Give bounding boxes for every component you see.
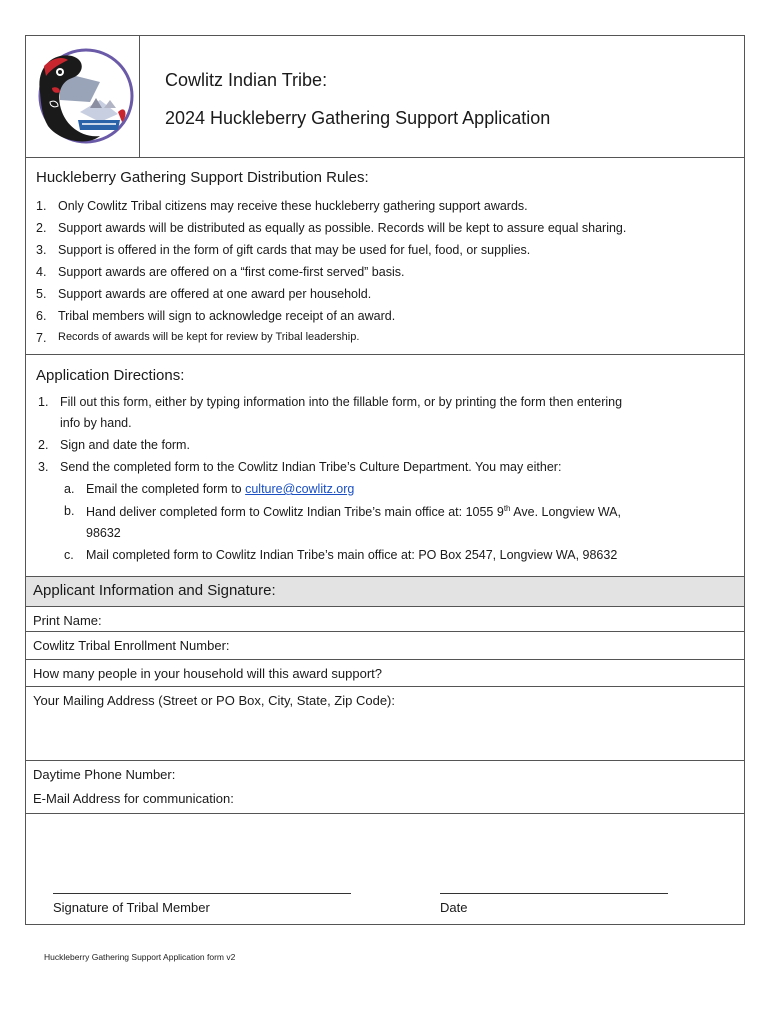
- rule-text: Support awards are offered at one award per household.: [58, 287, 372, 301]
- applicant-section-header: [26, 576, 744, 607]
- form-title-line1: Cowlitz Indian Tribe:: [165, 70, 328, 90]
- signature-area: [26, 814, 744, 924]
- rule-text: Support awards will be distributed as equally as possible. Records will be kept to assure equal sharing.: [58, 221, 627, 235]
- enrollment-number-field[interactable]: [26, 632, 744, 660]
- subitem-text-continued: 98632: [86, 526, 121, 540]
- rule-number: 5.: [36, 287, 47, 301]
- form-title-line2: 2024 Huckleberry Gathering Support Application: [165, 108, 551, 128]
- directions-heading: Application Directions:: [36, 367, 185, 384]
- hand-deliver-instruction: Hand deliver completed form to Cowlitz Indian Tribe’s main office at: 1055 9: [86, 505, 504, 520]
- rule-number: 7.: [36, 331, 47, 345]
- tribe-seal-logo: [30, 42, 134, 150]
- mailing-address-label: Your Mailing Address (Street or PO Box, City, State, Zip Code):: [33, 693, 395, 708]
- rule-text: Records of awards will be kept for review by Tribal leadership.: [58, 331, 360, 343]
- rule-text: Support awards are offered on a “first come-first served” basis.: [58, 265, 405, 279]
- subitem-letter: a.: [64, 482, 75, 496]
- rule-text: Support is offered in the form of gift cards that may be used for fuel, food, or supplies.: [58, 243, 531, 257]
- subitem-text: Mail completed form to Cowlitz Indian Tribe’s main office at: PO Box 2547, Longview WA, 98632: [86, 548, 618, 562]
- rule-number: 2.: [36, 221, 47, 235]
- form-header: [26, 36, 744, 158]
- rule-number: 4.: [36, 265, 47, 279]
- mailing-address-field[interactable]: [26, 687, 744, 761]
- household-size-field[interactable]: [26, 660, 744, 687]
- print-name-label: Print Name:: [33, 613, 102, 628]
- household-size-label: How many people in your household will this award support?: [33, 666, 383, 681]
- direction-number: 2.: [38, 438, 49, 452]
- logo-cell: [26, 36, 140, 157]
- direction-text-continued: info by hand.: [60, 416, 132, 430]
- date-line[interactable]: [440, 893, 668, 894]
- date-label: Date: [440, 900, 468, 915]
- direction-number: 1.: [38, 395, 49, 409]
- direction-text: Send the completed form to the Cowlitz Indian Tribe’s Culture Department. You may either:: [60, 460, 562, 474]
- print-name-field[interactable]: [26, 607, 744, 632]
- enrollment-number-label: Cowlitz Tribal Enrollment Number:: [33, 638, 230, 653]
- direction-text: Sign and date the form.: [60, 438, 190, 452]
- rule-text: Tribal members will sign to acknowledge receipt of an award.: [58, 309, 396, 323]
- rule-number: 3.: [36, 243, 47, 257]
- application-form: [25, 35, 745, 925]
- direction-number: 3.: [38, 460, 49, 474]
- email-address-label: E-Mail Address for communication:: [33, 791, 234, 806]
- hand-deliver-instruction-rest: Ave. Longview WA,: [510, 505, 621, 520]
- subitem-text: [86, 504, 621, 519]
- ordinal-suffix: th: [503, 504, 511, 513]
- rule-number: 6.: [36, 309, 47, 323]
- form-footer: Huckleberry Gathering Support Application form v2: [44, 952, 236, 962]
- culture-email-link[interactable]: culture@cowlitz.org: [245, 482, 355, 496]
- subitem-letter: c.: [64, 548, 74, 562]
- subitem-text: [86, 482, 354, 496]
- application-directions-section: [26, 355, 744, 575]
- phone-number-label: Daytime Phone Number:: [33, 767, 176, 782]
- signature-line[interactable]: [53, 893, 351, 894]
- rule-text: Only Cowlitz Tribal citizens may receive these huckleberry gathering support awards.: [58, 199, 528, 213]
- rules-heading: Huckleberry Gathering Support Distribution Rules:: [36, 169, 369, 186]
- rule-number: 1.: [36, 199, 47, 213]
- contact-info-block: [26, 761, 744, 814]
- signature-label: Signature of Tribal Member: [53, 900, 210, 915]
- distribution-rules-section: [26, 158, 744, 355]
- subitem-letter: b.: [64, 504, 75, 518]
- applicant-heading: Applicant Information and Signature:: [33, 582, 276, 599]
- email-instruction: Email the completed form to: [86, 482, 242, 496]
- direction-text: Fill out this form, either by typing information into the fillable form, or by printing the form then entering: [60, 395, 623, 409]
